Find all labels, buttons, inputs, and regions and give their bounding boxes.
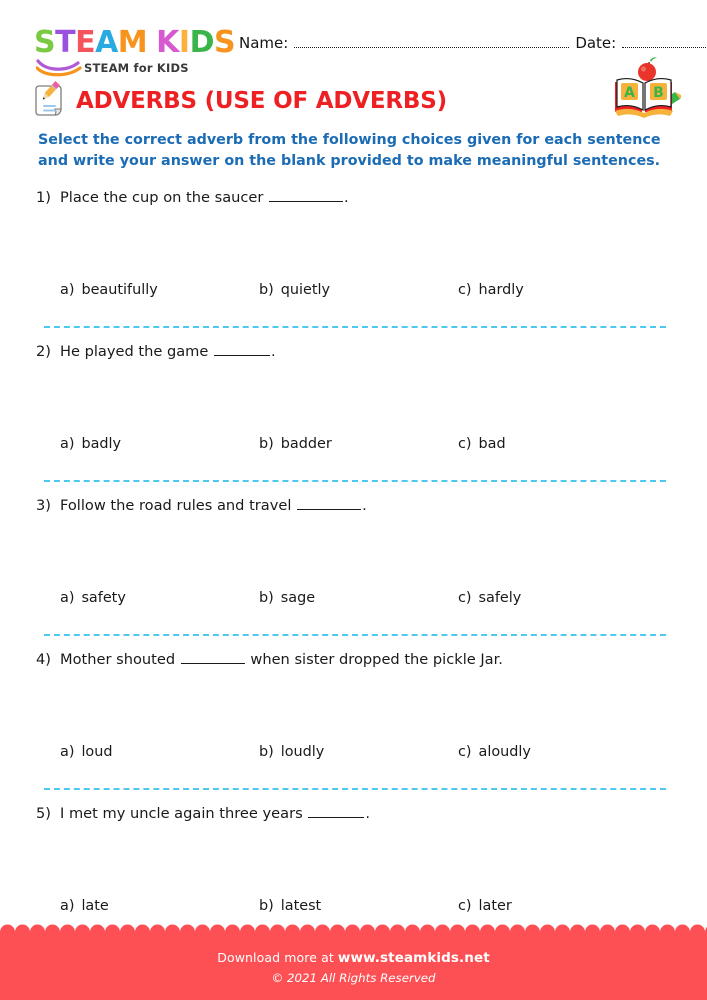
page-footer — [0, 932, 707, 1000]
option-label: sage — [280, 589, 316, 606]
post-divider-space — [36, 636, 677, 651]
post-divider-space — [36, 790, 677, 805]
option-label: aloudly — [478, 743, 531, 760]
question-text — [36, 189, 677, 219]
option-letter: c) — [458, 281, 472, 298]
option-letter: c) — [458, 897, 472, 914]
logo-wordmark — [34, 25, 239, 60]
instructions-line-2: and write your answer on the blank provided to make meaningful sentences. — [38, 153, 661, 170]
question-block — [36, 497, 677, 651]
instructions — [0, 124, 707, 173]
question-text-after: when sister dropped the pickle Jar. — [245, 650, 503, 668]
question-sentence — [60, 805, 370, 822]
option-letter: c) — [458, 589, 472, 606]
option-label: latest — [280, 897, 322, 914]
pre-divider-space — [36, 613, 677, 634]
logo-letter-5: K — [156, 25, 179, 60]
question-block — [36, 343, 677, 497]
footer-copyright: © 2021 All Rights Reserved — [271, 971, 436, 985]
post-divider-space — [36, 328, 677, 343]
question-block — [36, 651, 677, 805]
option-letter: b) — [259, 281, 274, 298]
option-b[interactable] — [259, 282, 458, 298]
option-label: badly — [81, 435, 122, 452]
option-letter: b) — [259, 435, 274, 452]
option-label: late — [81, 897, 109, 914]
title-row — [0, 78, 707, 124]
option-c[interactable] — [458, 590, 657, 606]
option-c[interactable] — [458, 744, 657, 760]
answer-space — [36, 681, 677, 737]
logo-letter-2: E — [75, 25, 96, 60]
question-number: 1) — [36, 188, 51, 206]
question-text-before: I met my uncle again three years — [60, 804, 308, 822]
logo-letter-0: S — [34, 25, 56, 60]
option-label: quietly — [280, 281, 331, 298]
answer-space — [36, 373, 677, 429]
option-a[interactable] — [60, 282, 259, 298]
option-label: beautifully — [81, 281, 158, 298]
date-input-line[interactable] — [622, 47, 707, 48]
answer-space — [36, 527, 677, 583]
question-block — [36, 805, 677, 921]
option-label: loud — [81, 743, 113, 760]
option-a[interactable] — [60, 744, 259, 760]
option-label: later — [478, 897, 512, 914]
option-letter: a) — [60, 281, 75, 298]
option-a[interactable] — [60, 898, 259, 914]
options-row — [36, 583, 677, 613]
instructions-line-1: Select the correct adverb from the following choices given for each sentence — [38, 132, 661, 148]
logo-letter-3: A — [95, 25, 118, 60]
option-label: bad — [478, 435, 506, 452]
question-text — [36, 805, 677, 835]
options-row — [36, 737, 677, 767]
option-label: badder — [280, 435, 332, 452]
question-number: 2) — [36, 342, 51, 360]
question-text-after: . — [344, 188, 349, 206]
answer-space — [36, 835, 677, 891]
pre-divider-space — [36, 459, 677, 480]
question-sentence — [60, 651, 503, 668]
option-c[interactable] — [458, 282, 657, 298]
post-divider-space — [36, 482, 677, 497]
question-number: 4) — [36, 650, 51, 668]
page-header — [0, 0, 707, 78]
options-row — [36, 275, 677, 305]
question-text-after: . — [271, 342, 276, 360]
pre-divider-space — [36, 305, 677, 326]
option-a[interactable] — [60, 590, 259, 606]
option-c[interactable] — [458, 436, 657, 452]
question-number: 5) — [36, 804, 51, 822]
question-sentence — [60, 343, 276, 360]
questions-list — [0, 173, 707, 921]
svg-text:B: B — [653, 85, 664, 101]
option-b[interactable] — [259, 436, 458, 452]
question-text-after: . — [362, 496, 367, 514]
question-text-before: He played the game — [60, 342, 213, 360]
logo-letter-8: S — [213, 25, 236, 60]
question-text — [36, 497, 677, 527]
book-ab-apple-icon — [609, 56, 681, 122]
answer-space — [36, 219, 677, 275]
question-text — [36, 651, 677, 681]
option-c[interactable] — [458, 898, 657, 914]
question-text-before: Place the cup on the saucer — [60, 188, 269, 206]
question-block — [36, 189, 677, 343]
option-letter: c) — [458, 743, 472, 760]
date-label: Date: — [575, 34, 617, 52]
scalloped-edge — [0, 923, 707, 935]
question-number: 3) — [36, 496, 51, 514]
name-label: Name: — [239, 34, 289, 52]
question-sentence — [60, 189, 349, 206]
page-title: ADVERBS (USE OF ADVERBS) — [76, 88, 447, 114]
question-text-after: . — [365, 804, 370, 822]
option-b[interactable] — [259, 898, 458, 914]
question-text-before: Mother shouted — [60, 650, 180, 668]
option-letter: a) — [60, 897, 75, 914]
option-label: hardly — [478, 281, 524, 298]
option-b[interactable] — [259, 744, 458, 760]
option-letter: a) — [60, 435, 75, 452]
name-input-line[interactable] — [294, 47, 569, 48]
question-sentence — [60, 497, 367, 514]
question-text — [36, 343, 677, 373]
answer-blank[interactable] — [269, 189, 343, 202]
logo-letter-4: M — [117, 25, 148, 60]
answer-blank[interactable] — [297, 497, 361, 510]
logo-swoosh-icon — [36, 58, 82, 78]
answer-blank[interactable] — [181, 651, 245, 664]
answer-blank[interactable] — [214, 343, 270, 356]
logo-letter-1: T — [55, 25, 76, 60]
question-text-before: Follow the road rules and travel — [60, 496, 297, 514]
footer-site-link[interactable]: www.steamkids.net — [337, 950, 490, 966]
option-letter: a) — [60, 589, 75, 606]
option-label: safety — [81, 589, 126, 606]
option-b[interactable] — [259, 590, 458, 606]
name-date-row — [239, 26, 707, 52]
option-letter: c) — [458, 435, 472, 452]
option-a[interactable] — [60, 436, 259, 452]
option-label: loudly — [280, 743, 325, 760]
pre-divider-space — [36, 767, 677, 788]
options-row — [36, 429, 677, 459]
footer-download-line — [0, 950, 707, 966]
logo-tagline-wrap — [34, 59, 239, 79]
logo-letter-7: D — [189, 25, 214, 60]
option-letter: a) — [60, 743, 75, 760]
logo-letter-6: I — [178, 25, 190, 60]
answer-blank[interactable] — [308, 805, 364, 818]
option-letter: b) — [259, 897, 274, 914]
option-letter: b) — [259, 743, 274, 760]
option-letter: b) — [259, 589, 274, 606]
options-row — [36, 891, 677, 921]
notepad-pencil-icon — [30, 80, 70, 122]
svg-text:A: A — [624, 85, 635, 101]
steam-kids-logo — [34, 26, 239, 79]
footer-download-prefix: Download more at — [217, 950, 338, 965]
logo-tagline: STEAM for KIDS — [84, 61, 189, 75]
option-label: safely — [478, 589, 522, 606]
